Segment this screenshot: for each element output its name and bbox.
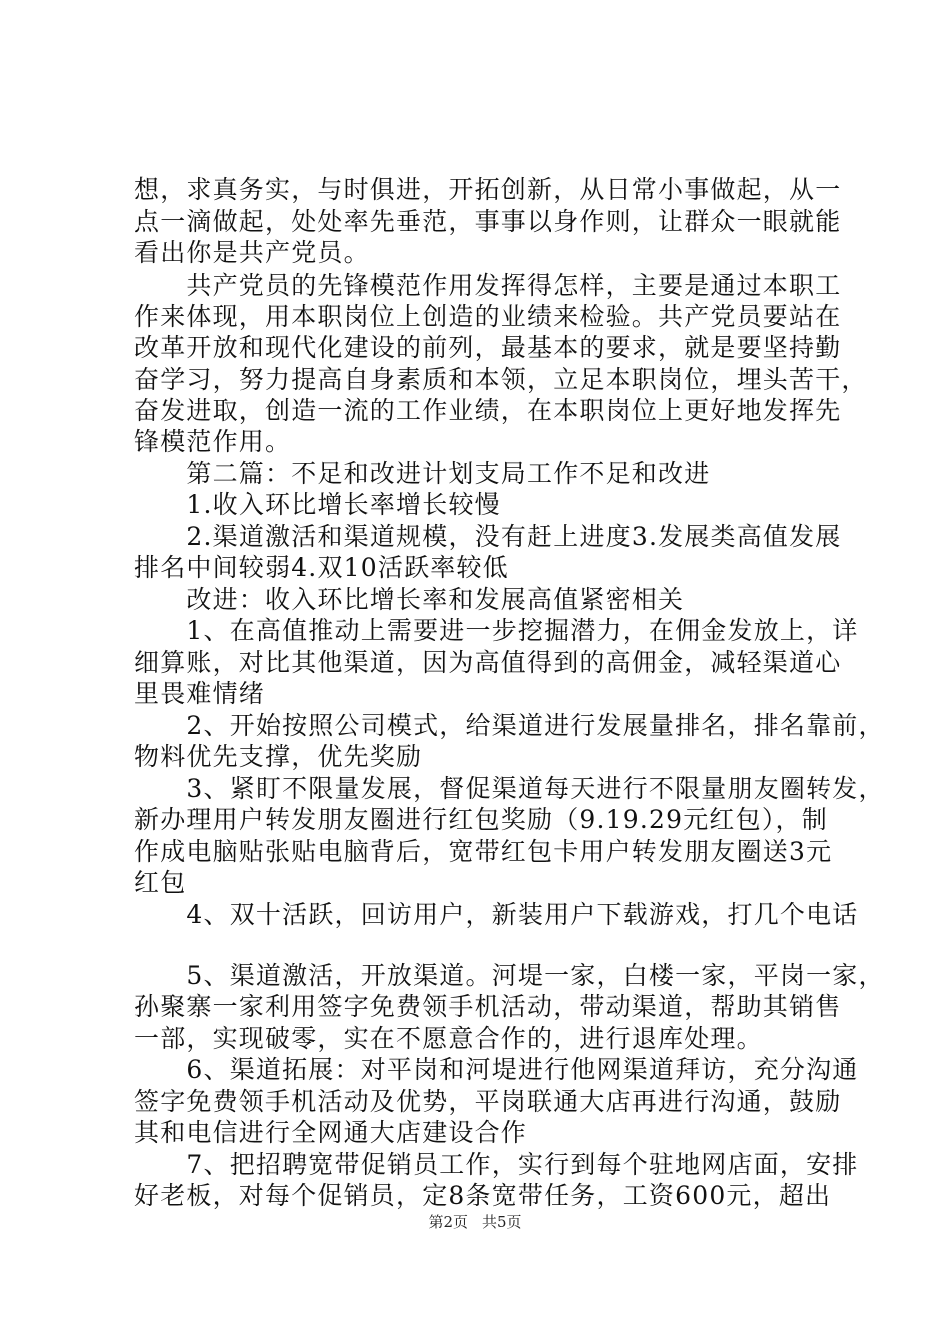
text-line: 孙聚寨一家利用签字免费领手机活动，带动渠道，帮助其销售 (134, 992, 842, 1021)
text-line: 5、渠道激活，开放渠道。河堤一家，白楼一家，平岗一家， (134, 961, 885, 990)
text-line: 共产党员的先锋模范作用发挥得怎样，主要是通过本职工 (134, 271, 842, 300)
text-line: 2.渠道激活和渠道规模，没有赶上进度3.发展类高值发展 (134, 522, 842, 551)
page-number: 第2页 (428, 1213, 468, 1231)
text-line: 1、在高值推动上需要进一步挖掘潜力，在佣金发放上，详 (134, 616, 859, 645)
text-line: 排名中间较弱4.双10活跃率较低 (134, 553, 509, 582)
text-line: 看出你是共产党员。 (134, 238, 370, 267)
text-line: 其和电信进行全网通大店建设合作 (134, 1118, 528, 1147)
text-line: 新办理用户转发朋友圈进行红包奖励（9.19.29元红包），制 (134, 805, 828, 834)
text-line: 4、双十活跃，回访用户，新装用户下载游戏，打几个电话 (134, 900, 859, 929)
text-line: 6、渠道拓展：对平岗和河堤进行他网渠道拜访，充分沟通 (134, 1055, 859, 1084)
text-line: 物料优先支撑，优先奖励 (134, 742, 423, 771)
text-line: 签字免费领手机活动及优势，平岗联通大店再进行沟通，鼓励 (134, 1087, 842, 1116)
text-line: 好老板，对每个促销员，定8条宽带任务，工资600元，超出 (134, 1181, 832, 1210)
text-line: 奋学习，努力提高自身素质和本领，立足本职岗位，埋头苦干， (134, 365, 868, 394)
text-line: 一部，实现破零，实在不愿意合作的，进行退库处理。 (134, 1024, 763, 1053)
text-line: 点一滴做起，处处率先垂范，事事以身作则，让群众一眼就能 (134, 207, 842, 236)
text-line: 奋发进取，创造一流的工作业绩，在本职岗位上更好地发挥先 (134, 396, 842, 425)
text-line: 作来体现，用本职岗位上创造的业绩来检验。共产党员要站在 (134, 302, 842, 331)
page-count: 共5页 (482, 1213, 522, 1231)
text-line: 1.收入环比增长率增长较慢 (134, 490, 501, 519)
text-line: 红包 (134, 868, 187, 897)
text-line: 里畏难情绪 (134, 679, 266, 708)
text-line: 锋模范作用。 (134, 427, 292, 456)
text-line: 想，求真务实，与时俱进，开拓创新，从日常小事做起，从一 (134, 175, 842, 204)
text-line: 细算账，对比其他渠道，因为高值得到的高佣金，减轻渠道心 (134, 648, 842, 677)
text-line: 7、把招聘宽带促销员工作，实行到每个驻地网店面，安排 (134, 1150, 859, 1179)
text-line: 2、开始按照公司模式，给渠道进行发展量排名，排名靠前， (134, 711, 885, 740)
text-line: 3、紧盯不限量发展，督促渠道每天进行不限量朋友圈转发， (134, 774, 885, 803)
text-line: 作成电脑贴张贴电脑背后，宽带红包卡用户转发朋友圈送3元 (134, 837, 833, 866)
text-line: 第二篇：不足和改进计划支局工作不足和改进 (134, 459, 711, 488)
text-line: 改进：收入环比增长率和发展高值紧密相关 (134, 585, 685, 614)
text-line: 改革开放和现代化建设的前列，最基本的要求，就是要坚持勤 (134, 333, 842, 362)
page-footer (0, 1212, 950, 1232)
